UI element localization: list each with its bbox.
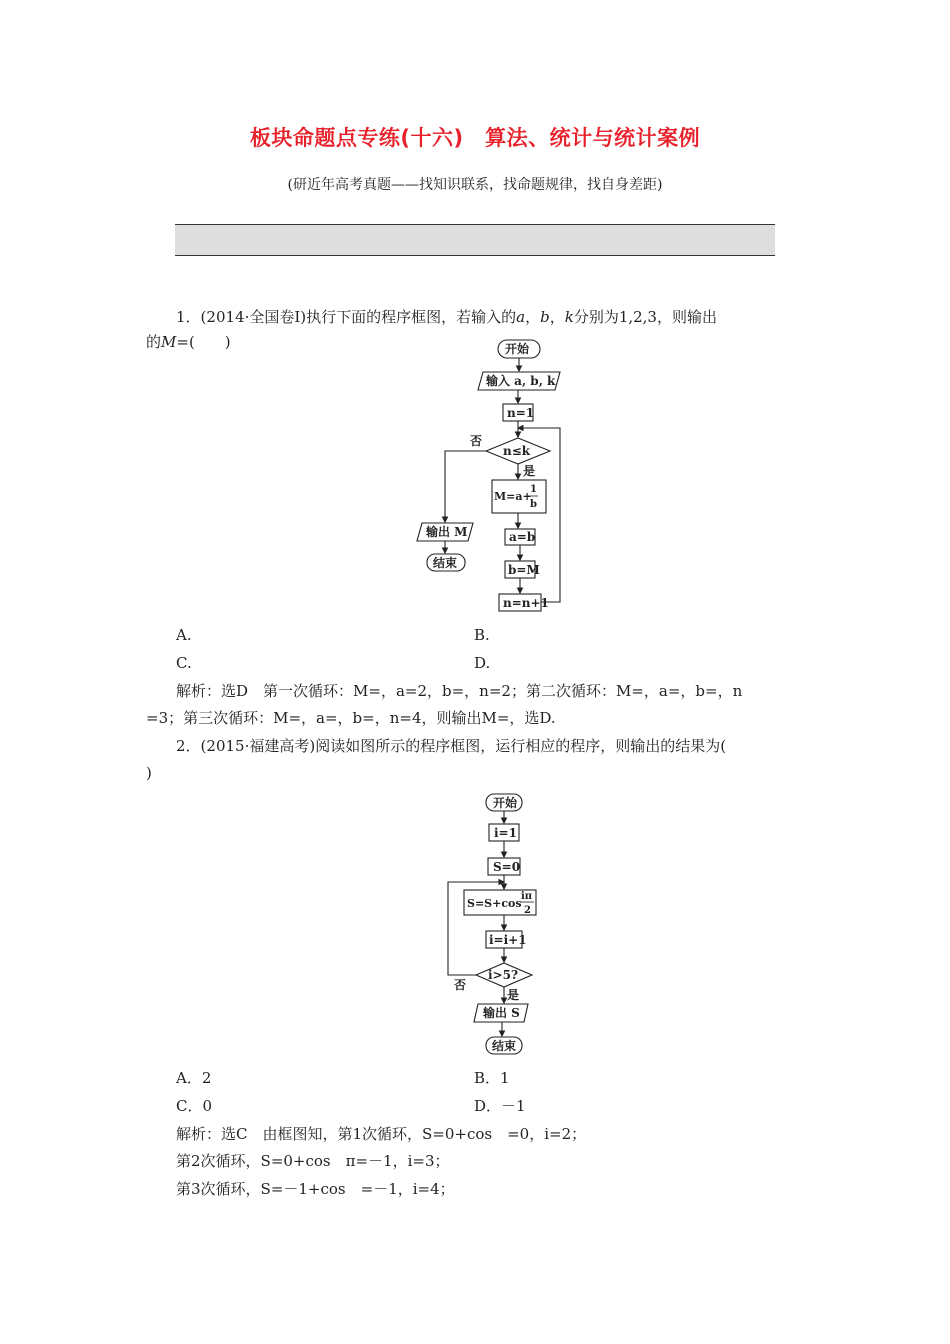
q1-line2-pre: 的 <box>146 333 162 351</box>
f2-no-label: 否 <box>454 978 467 992</box>
q1-text-pre: 1．(2014·全国卷Ⅰ)执行下面的程序框图，若输入的 <box>176 308 517 326</box>
f2-frac-den: 2 <box>524 905 531 916</box>
f2-ii-label: i=i+1 <box>489 933 527 947</box>
q2-option-d: D．－1 <box>474 1097 526 1115</box>
f2-i1-label: i=1 <box>494 826 517 840</box>
f2-cond-label: i>5? <box>488 968 518 982</box>
f1-output-label: 输出 M <box>426 525 468 539</box>
q1-var-a: a <box>516 308 526 326</box>
f1-m-label: M=a+ <box>494 490 532 503</box>
q1-line2-post: =( ) <box>176 333 231 351</box>
f1-frac-num: 1 <box>530 484 537 495</box>
f1-end-label: 结束 <box>433 556 458 570</box>
f1-ab-label: a=b <box>509 530 536 544</box>
q1-comma-1: ， <box>525 308 541 326</box>
q1-option-a: A. <box>176 626 192 644</box>
q1-comma-2: ， <box>549 308 565 326</box>
f2-yes-label: 是 <box>507 988 520 1002</box>
page-title: 板块命题点专练(十六) 算法、统计与统计案例 <box>249 126 701 150</box>
q2-option-a: A．2 <box>176 1069 212 1087</box>
q1-line1 <box>176 304 717 330</box>
q2-option-b: B．1 <box>474 1069 510 1087</box>
q1-option-c: C. <box>176 654 192 672</box>
f1-start-label: 开始 <box>505 342 530 356</box>
f1-bm-label: b=M <box>508 563 540 577</box>
f1-frac-den: b <box>530 499 537 510</box>
f1-input-label: 输入 a, b, k <box>486 374 556 388</box>
q2-solution-line2: 第2次循环，S=0+cos π=－1，i=3； <box>176 1152 450 1170</box>
q1-text-post: 分别为1,2,3，则输出 <box>573 308 717 326</box>
f2-scos-label: S=S+cos <box>467 897 522 910</box>
f2-s0-label: S=0 <box>493 860 521 874</box>
q1-solution-line1: 解析：选D 第一次循环：M=，a=2，b=，n=2；第二次循环：M=，a=，b=，n <box>176 682 743 700</box>
f1-no-label: 否 <box>470 434 483 448</box>
page-subtitle: (研近年高考真题——找知识联系，找命题规律，找自身差距) <box>287 177 663 193</box>
f1-yes-label: 是 <box>523 464 536 478</box>
f2-end-label: 结束 <box>492 1039 517 1053</box>
q2-option-c: C．0 <box>176 1097 213 1115</box>
q1-var-k: k <box>564 308 574 326</box>
q2-solution-line3: 第3次循环，S=－1+cos =－1，i=4； <box>176 1180 455 1198</box>
flowchart-1 <box>400 330 600 618</box>
q1-option-d: D. <box>474 654 491 672</box>
header-band <box>175 224 775 256</box>
flowchart-2 <box>430 786 560 1062</box>
f1-n1-label: n=1 <box>507 406 535 420</box>
q2-line1: 2．(2015·福建高考)阅读如图所示的程序框图，运行相应的程序，则输出的结果为( <box>176 737 727 755</box>
f2-output-label: 输出 S <box>483 1006 520 1020</box>
q1-var-b: b <box>540 308 550 326</box>
q1-line2 <box>146 329 231 355</box>
f2-frac-num: iπ <box>521 891 533 902</box>
q2-line2: ) <box>146 764 152 782</box>
f1-nn-label: n=n+1 <box>503 596 549 610</box>
q2-solution-line1: 解析：选C 由框图知，第1次循环，S=0+cos =0，i=2； <box>176 1125 587 1143</box>
f1-cond-label: n≤k <box>503 444 531 458</box>
f2-start-label: 开始 <box>493 796 518 810</box>
q1-var-m: M <box>161 333 177 351</box>
q1-option-b: B. <box>474 626 490 644</box>
q1-solution-line2: =3；第三次循环：M=，a=，b=，n=4，则输出M=，选D. <box>146 709 556 727</box>
